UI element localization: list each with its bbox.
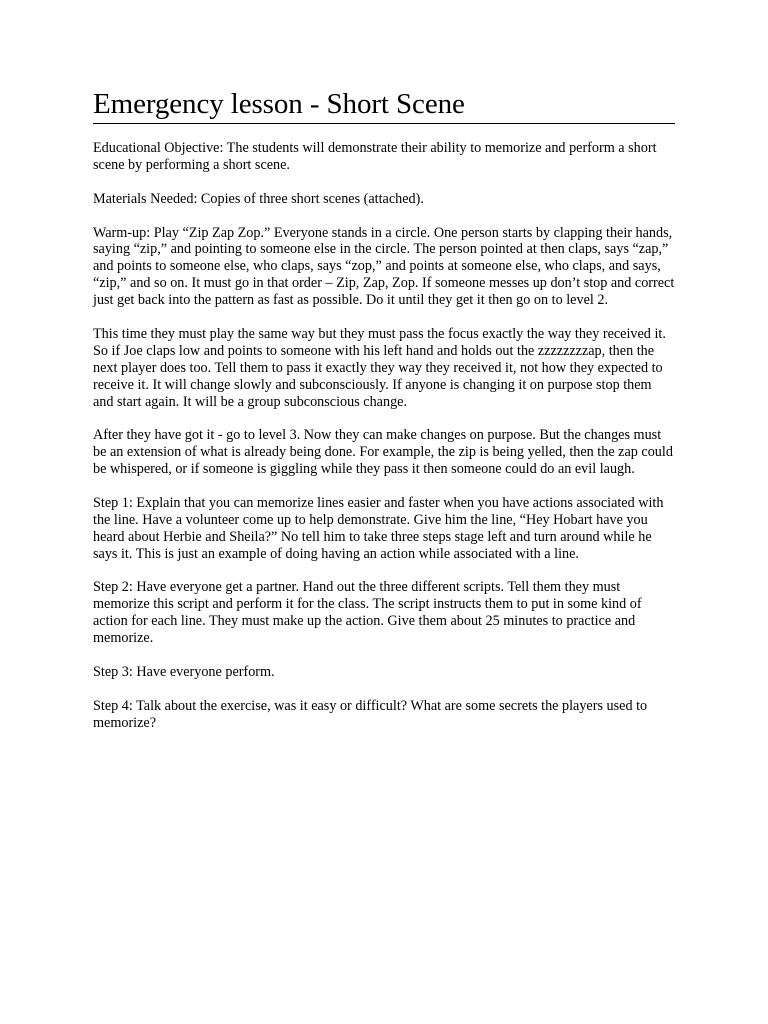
paragraph-step-2: Step 2: Have everyone get a partner. Hand out the three different scripts. Tell them they must memorize this script and perform it for the class. The script instructs them to put in some kind of action for each line. They must make up the action. Give them about 25 minutes to practice and memorize. bbox=[93, 579, 642, 647]
paragraph-step-3: Step 3: Have everyone perform. bbox=[93, 663, 275, 680]
paragraph-level-3: After they have got it - go to level 3. Now they can make changes on purpose. But the changes must be an extension of what is already being done. For example, the zip is being yelled, then the zap could be whispered, or if someone is giggling while they pass it then someone could do an evil laugh. bbox=[93, 427, 673, 478]
document-page bbox=[93, 86, 675, 748]
paragraph-warm-up: Warm-up: Play “Zip Zap Zop.” Everyone stands in a circle. One person starts by clapping their hands, saying “zip,” and pointing to someone else in the circle. The person pointed at then claps, says “zap,” and points to someone else, who claps, says “zop,” and points at someone else, who claps, and says, “zip,” and so on. It must go in that order – Zip, Zap, Zop. If someone messes up don’t stop and correct just get back into the pattern as fast as possible. Do it until they get it then go on to level 2. bbox=[93, 224, 675, 309]
paragraph-materials-needed: Materials Needed: Copies of three short scenes (attached). bbox=[93, 190, 424, 207]
document-body bbox=[93, 140, 675, 732]
paragraph-educational-objective: Educational Objective: The students will demonstrate their ability to memorize and perform a short scene by performing a short scene. bbox=[93, 140, 657, 173]
paragraph-step-1: Step 1: Explain that you can memorize lines easier and faster when you have actions associated with the line. Have a volunteer come up to help demonstrate. Give him the line, “Hey Hobart have you heard about Herbie and Sheila?” No tell him to take three steps stage left and turn around while he says it. This is just an example of doing having an action while associated with a line. bbox=[93, 494, 664, 562]
paragraph-step-4: Step 4: Talk about the exercise, was it easy or difficult? What are some secrets the players used to memorize? bbox=[93, 697, 648, 731]
paragraph-level-2: This time they must play the same way but they must pass the focus exactly the way they received it. So if Joe claps low and points to someone with his left hand and holds out the zzzzzzzzap, then the next player does too. Tell them to pass it exactly they way they received it, not how they expected to receive it. It will change slowly and subconsciously. If anyone is changing it on purpose stop them and start again. It will be a group subconscious change. bbox=[93, 325, 666, 410]
page-title: Emergency lesson - Short Scene bbox=[93, 86, 675, 124]
